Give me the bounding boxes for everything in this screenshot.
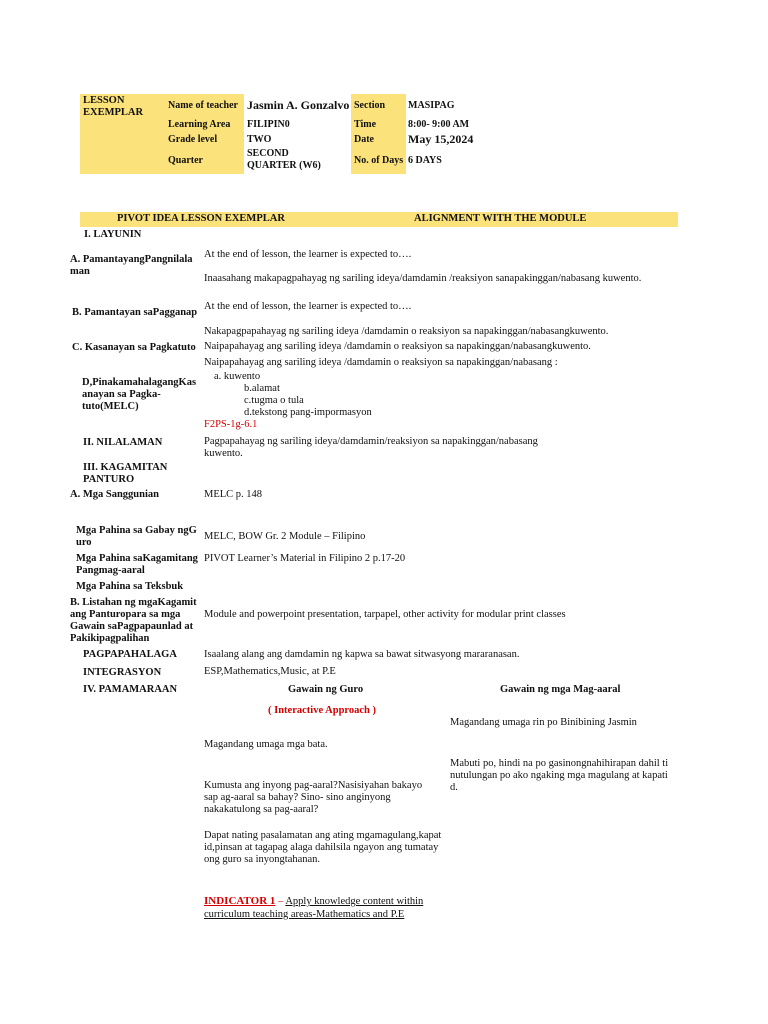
- melc-intro-text: Naipapahayag ang sariling ideya /damdamin o reaksiyon sa napakinggan/nabasang :: [204, 357, 558, 368]
- teacher-line-1: Magandang umaga mga bata.: [204, 739, 328, 750]
- date-label: Date: [354, 134, 374, 145]
- learning-area-value: FILIPIN0: [247, 119, 290, 130]
- lesson-exemplar-label: LESSON EXEMPLAR: [83, 95, 144, 118]
- pagganap-text-2: Nakapagpapahayag ng sariling ideya /damdamin o reaksiyon sa napakinggan/nabasangkuwento.: [204, 326, 609, 337]
- pagpapahalaga-text: Isaalang alang ang damdamin ng kapwa sa bawat sitwasyong mararanasan.: [204, 649, 520, 660]
- sanggunian-label: A. Mga Sanggunian: [70, 489, 159, 500]
- pamantayang-text-2: Inaasahang makapagpahayag ng sariling ideya/damdamin /reaksiyon sanapakinggan/nabasang kuwento.: [204, 273, 642, 284]
- teacher-name: Jasmin A. Gonzalvo: [247, 98, 350, 112]
- nilalaman-label: II. NILALAMAN: [83, 437, 163, 448]
- teacher-line-3: Dapat nating pasalamatan ang ating mgamagulang,kapat id,pinsan at tagapag alaga dahilsila ngayon ang tumatay ong guro sa inyongtahanan.: [204, 830, 442, 865]
- kagamitang-label: Mga Pahina saKagamitang Pangmag-aaral: [76, 553, 198, 576]
- days-value: 6 DAYS: [408, 155, 442, 166]
- pagganap-text-1: At the end of lesson, the learner is expected to….: [204, 301, 412, 312]
- column-left-title: PIVOT IDEA LESSON EXEMPLAR: [117, 213, 285, 224]
- melc-label: D,PinakamahalagangKas anayan sa Pagka- tuto(MELC): [82, 377, 197, 412]
- teksbuk-label: Mga Pahina sa Teksbuk: [76, 581, 184, 592]
- student-response-1: Magandang umaga rin po Binibining Jasmin: [450, 717, 637, 728]
- kagamitan-label: III. KAGAMITAN PANTURO: [83, 462, 168, 485]
- melc-item-a: a. kuwento: [214, 371, 261, 382]
- date-value: May 15,2024: [408, 132, 474, 146]
- quarter-value: SECOND QUARTER (W6): [247, 148, 321, 171]
- grade-level-label: Grade level: [168, 134, 218, 145]
- pamamaraan-label: IV. PAMAMARAAN: [83, 684, 178, 695]
- melc-item-b: b.alamat: [244, 383, 280, 394]
- pamantayang-label: A. PamantayangPangnilala man: [70, 254, 193, 277]
- integrasyon-label: INTEGRASYON: [83, 667, 162, 678]
- melc-item-d: d.tekstong pang-impormasyon: [244, 407, 372, 418]
- kagamitang-text: PIVOT Learner’s Material in Filipino 2 p.17-20: [204, 553, 406, 564]
- listahan-label: B. Listahan ng mgaKagamit ang Panturopara sa mga Gawain saPagpapaunlad at Pakikipagpalihan: [70, 597, 197, 644]
- melc-item-c: c.tugma o tula: [244, 395, 304, 406]
- pagganap-label: B. Pamantayan saPagganap: [72, 307, 198, 318]
- layunin-heading: I. LAYUNIN: [84, 229, 142, 240]
- nilalaman-text: Pagpapahayag ng sariling ideya/damdamin/reaksiyon sa napakinggan/nabasang kuwento.: [204, 436, 538, 459]
- student-response-2: Mabuti po, hindi na po gasinongnahihirapan dahil ti nutulungan po ako ngaking mga magulang at kapati d.: [450, 758, 669, 793]
- column-right-title: ALIGNMENT WITH THE MODULE: [414, 213, 587, 224]
- gabay-label: Mga Pahina sa Gabay ngG uro: [76, 525, 197, 548]
- indicator-text: Apply knowledge content within curriculum teaching areas-Mathematics and P.E: [204, 896, 424, 920]
- gawain-magaaral-heading: Gawain ng mga Mag-aaral: [500, 684, 621, 695]
- time-label: Time: [354, 119, 377, 130]
- kasanayan-text: Naipapahayag ang sariling ideya /damdamin o reaksiyon sa napakinggan/nabasangkuwento.: [204, 341, 591, 352]
- teacher-line-2: Kumusta ang inyong pag-aaral?Nasisiyahan bakayo sap ag-aaral sa bahay? Sino- sino anginyong nakakatulong sa pag-aaral?: [204, 780, 423, 815]
- gabay-text: MELC, BOW Gr. 2 Module – Filipino: [204, 531, 366, 542]
- grade-level-value: TWO: [247, 134, 272, 145]
- listahan-text: Module and powerpoint presentation, tarpapel, other activity for modular print classes: [204, 609, 566, 620]
- learning-area-label: Learning Area: [168, 119, 231, 130]
- gawain-guro-heading: Gawain ng Guro: [288, 684, 364, 695]
- name-of-teacher-label: Name of teacher: [168, 100, 238, 111]
- section-label: Section: [354, 100, 386, 111]
- section-value: MASIPAG: [408, 100, 455, 111]
- indicator-block: [204, 895, 434, 921]
- kasanayan-label: C. Kasanayan sa Pagkatuto: [72, 342, 196, 353]
- pamantayang-text-1: At the end of lesson, the learner is expected to….: [204, 249, 412, 260]
- quarter-label: Quarter: [168, 155, 203, 166]
- indicator-label: INDICATOR 1: [204, 895, 276, 907]
- days-label: No. of Days: [354, 155, 404, 166]
- sanggunian-text: MELC p. 148: [204, 489, 263, 500]
- indicator-dash: –: [275, 896, 286, 907]
- melc-code: F2PS-1g-6.1: [204, 419, 258, 430]
- integrasyon-text: ESP,Mathematics,Music, at P.E: [204, 666, 336, 677]
- time-value: 8:00- 9:00 AM: [408, 119, 470, 130]
- interactive-approach: ( Interactive Approach ): [268, 705, 376, 716]
- pagpapahalaga-label: PAGPAPAHALAGA: [83, 649, 177, 660]
